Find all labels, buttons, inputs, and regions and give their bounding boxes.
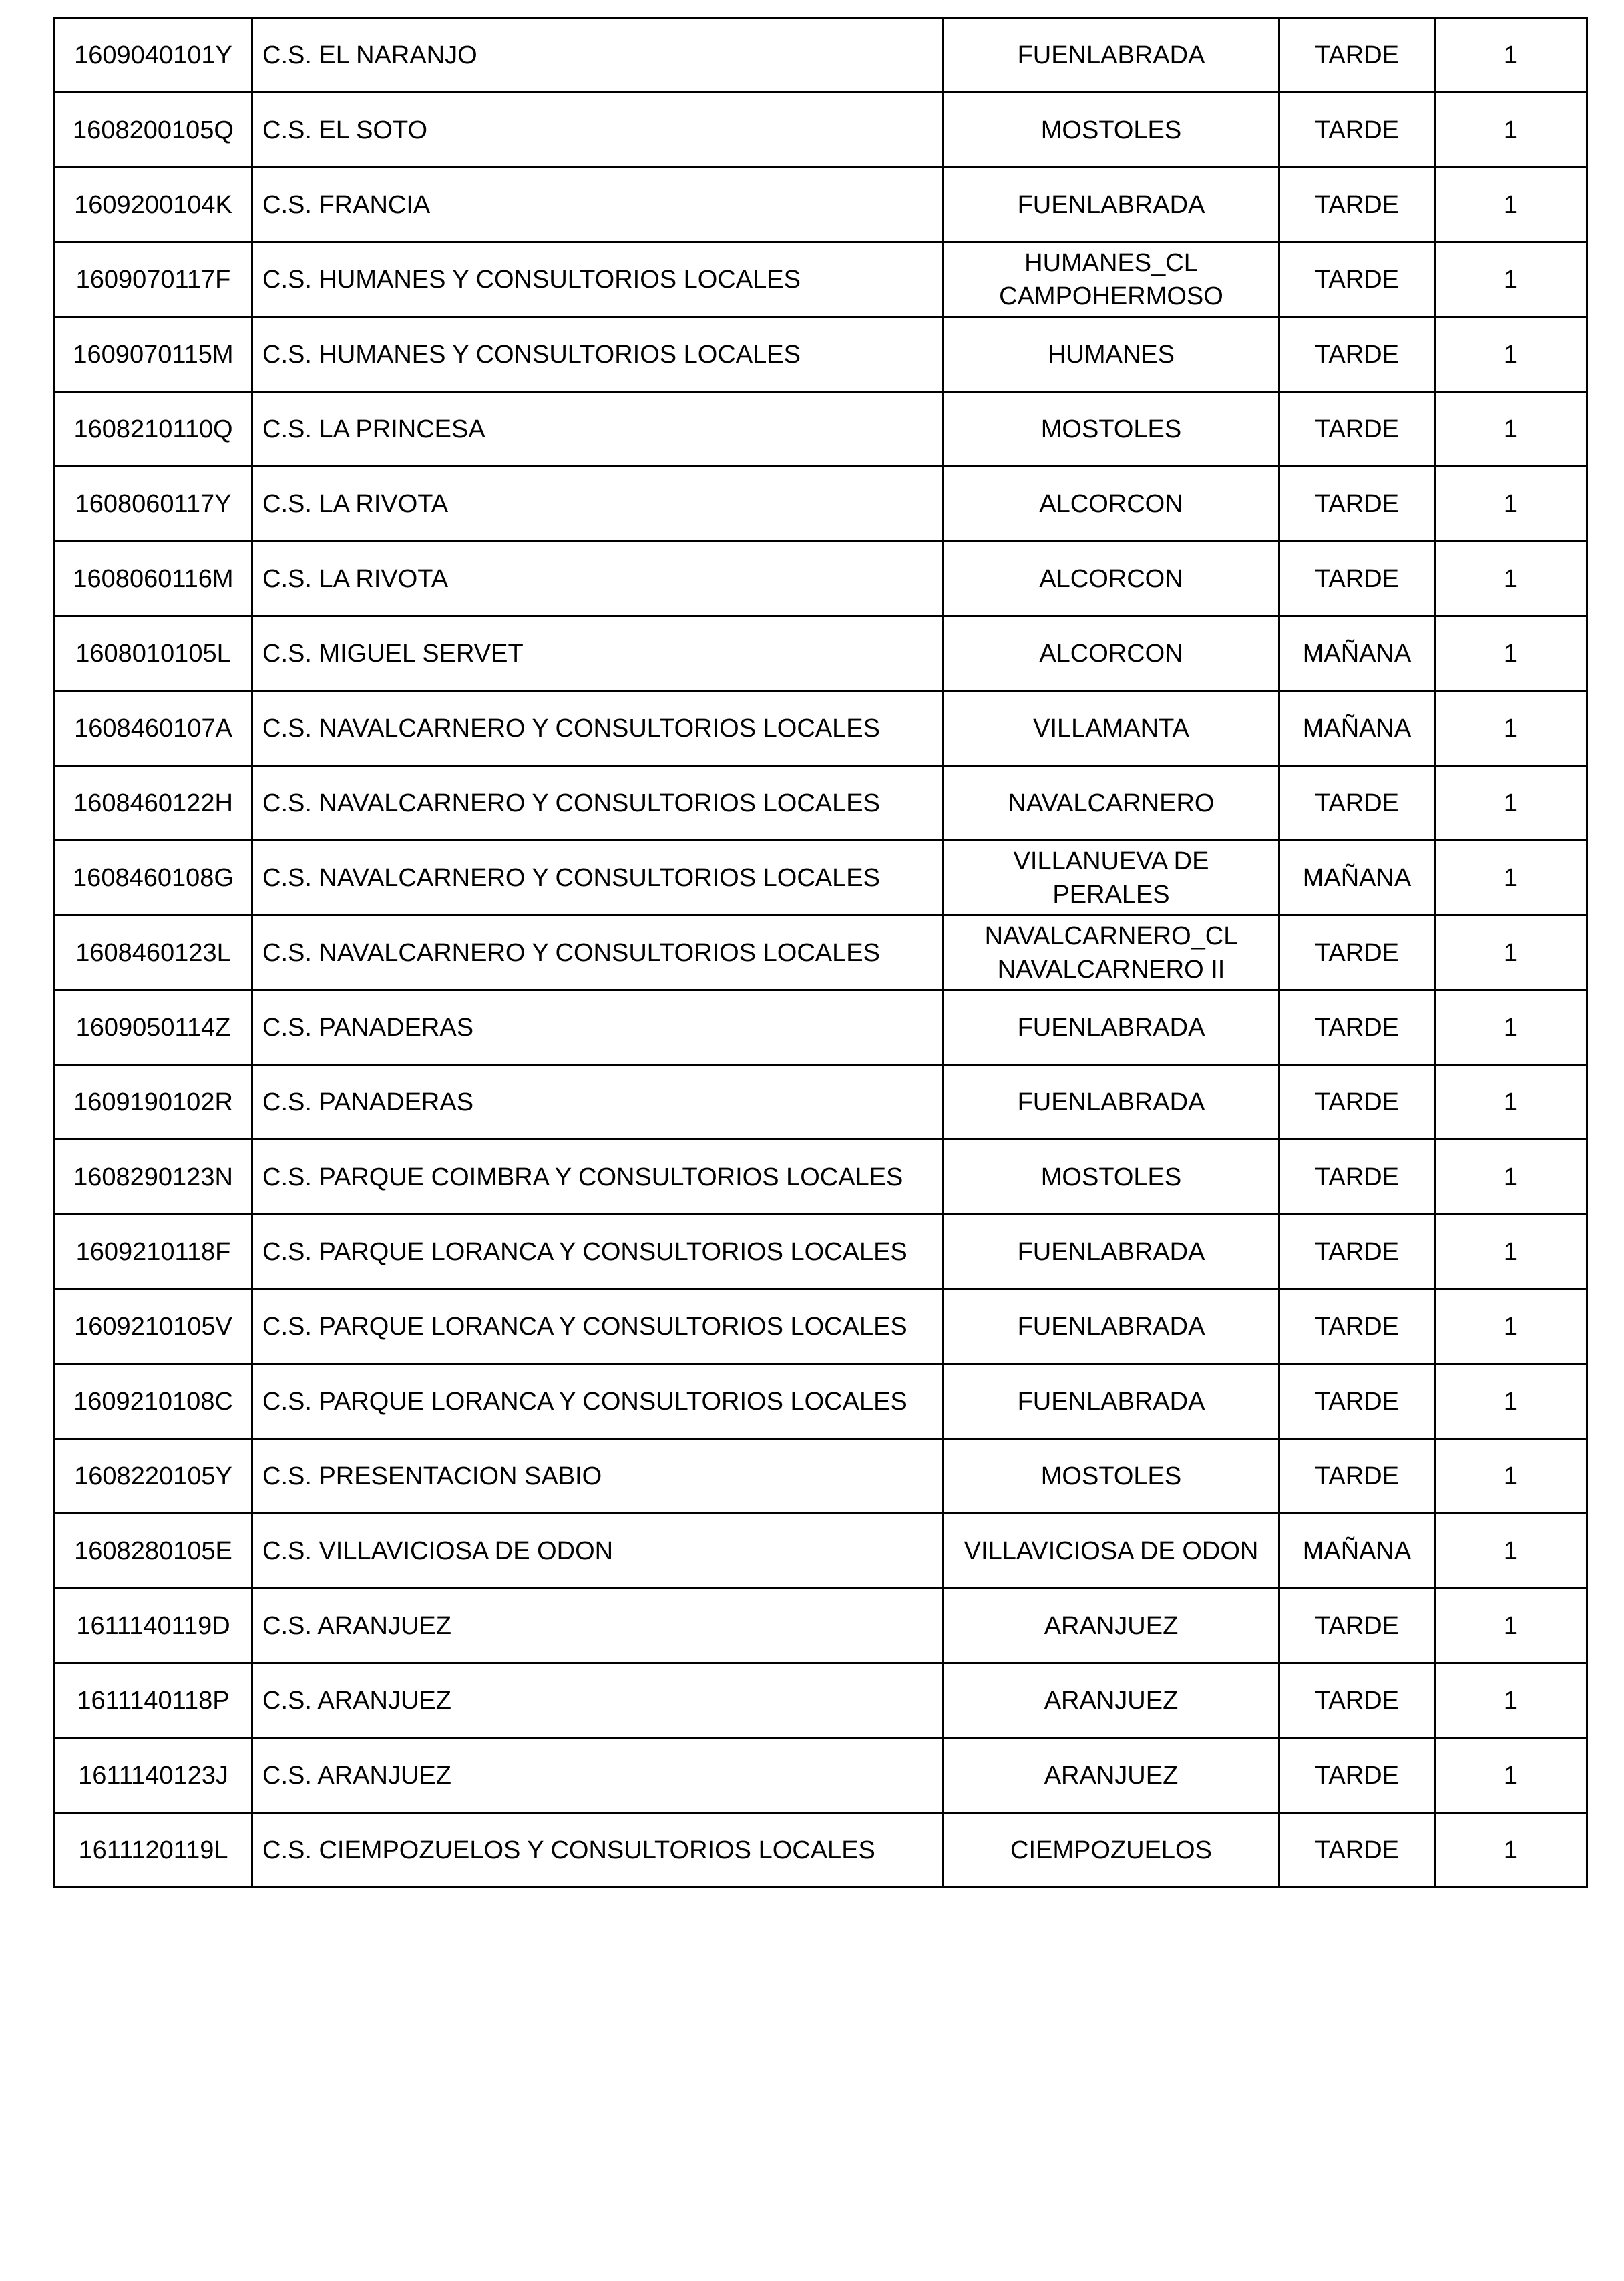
cell-location: FUENLABRADA	[944, 1065, 1279, 1140]
cell-shift: TARDE	[1279, 168, 1435, 242]
cell-shift: TARDE	[1279, 542, 1435, 616]
cell-location: VILLAMANTA	[944, 691, 1279, 766]
cell-shift: TARDE	[1279, 317, 1435, 392]
cell-health-center: C.S. PARQUE LORANCA Y CONSULTORIOS LOCALES	[252, 1289, 944, 1364]
cell-location: ALCORCON	[944, 542, 1279, 616]
cell-count: 1	[1435, 93, 1587, 168]
cell-count: 1	[1435, 1663, 1587, 1738]
cell-shift: TARDE	[1279, 242, 1435, 317]
cell-health-center: C.S. LA RIVOTA	[252, 542, 944, 616]
cell-location: ALCORCON	[944, 616, 1279, 691]
cell-location: ARANJUEZ	[944, 1589, 1279, 1663]
cell-location: MOSTOLES	[944, 1439, 1279, 1514]
cell-location: CIEMPOZUELOS	[944, 1813, 1279, 1888]
cell-count: 1	[1435, 1364, 1587, 1439]
cell-count: 1	[1435, 691, 1587, 766]
cell-shift: TARDE	[1279, 18, 1435, 93]
cell-shift: TARDE	[1279, 1813, 1435, 1888]
cell-code: 1611120119L	[55, 1813, 252, 1888]
table-row	[55, 616, 1587, 691]
cell-location: ARANJUEZ	[944, 1738, 1279, 1813]
cell-health-center: C.S. PRESENTACION SABIO	[252, 1439, 944, 1514]
cell-location: FUENLABRADA	[944, 168, 1279, 242]
cell-health-center: C.S. MIGUEL SERVET	[252, 616, 944, 691]
cell-shift: TARDE	[1279, 766, 1435, 841]
cell-location: HUMANES	[944, 317, 1279, 392]
cell-shift: MAÑANA	[1279, 841, 1435, 915]
cell-shift: MAÑANA	[1279, 1514, 1435, 1589]
cell-location: FUENLABRADA	[944, 990, 1279, 1065]
table-row	[55, 1813, 1587, 1888]
cell-code: 1608290123N	[55, 1140, 252, 1215]
cell-location: ALCORCON	[944, 467, 1279, 542]
table-row	[55, 1439, 1587, 1514]
positions-table	[53, 17, 1588, 1888]
cell-count: 1	[1435, 392, 1587, 467]
table-body	[55, 18, 1587, 1888]
cell-shift: TARDE	[1279, 1738, 1435, 1813]
cell-count: 1	[1435, 542, 1587, 616]
cell-code: 1608200105Q	[55, 93, 252, 168]
cell-health-center: C.S. PANADERAS	[252, 990, 944, 1065]
table-row	[55, 1514, 1587, 1589]
table-row	[55, 242, 1587, 317]
cell-location: VILLANUEVA DE PERALES	[944, 841, 1279, 915]
cell-health-center: C.S. CIEMPOZUELOS Y CONSULTORIOS LOCALES	[252, 1813, 944, 1888]
cell-code: 1608460108G	[55, 841, 252, 915]
cell-code: 1609200104K	[55, 168, 252, 242]
cell-health-center: C.S. FRANCIA	[252, 168, 944, 242]
cell-shift: TARDE	[1279, 990, 1435, 1065]
cell-code: 1609190102R	[55, 1065, 252, 1140]
cell-shift: TARDE	[1279, 1215, 1435, 1289]
cell-shift: TARDE	[1279, 392, 1435, 467]
table-row	[55, 467, 1587, 542]
table-row	[55, 542, 1587, 616]
cell-code: 1608010105L	[55, 616, 252, 691]
cell-count: 1	[1435, 841, 1587, 915]
cell-shift: MAÑANA	[1279, 691, 1435, 766]
cell-count: 1	[1435, 242, 1587, 317]
cell-location: VILLAVICIOSA DE ODON	[944, 1514, 1279, 1589]
cell-location: NAVALCARNERO	[944, 766, 1279, 841]
table-row	[55, 915, 1587, 990]
table-row	[55, 392, 1587, 467]
table-row	[55, 1663, 1587, 1738]
cell-shift: TARDE	[1279, 1663, 1435, 1738]
cell-code: 1609210105V	[55, 1289, 252, 1364]
cell-shift: MAÑANA	[1279, 616, 1435, 691]
cell-code: 1609210108C	[55, 1364, 252, 1439]
cell-location: NAVALCARNERO_CL NAVALCARNERO II	[944, 915, 1279, 990]
cell-code: 1611140119D	[55, 1589, 252, 1663]
cell-shift: TARDE	[1279, 1364, 1435, 1439]
cell-location: FUENLABRADA	[944, 1289, 1279, 1364]
cell-code: 1608280105E	[55, 1514, 252, 1589]
cell-code: 1608460122H	[55, 766, 252, 841]
cell-health-center: C.S. NAVALCARNERO Y CONSULTORIOS LOCALES	[252, 915, 944, 990]
table-row	[55, 691, 1587, 766]
cell-code: 1608210110Q	[55, 392, 252, 467]
cell-location: FUENLABRADA	[944, 18, 1279, 93]
table-row	[55, 1215, 1587, 1289]
table-row	[55, 317, 1587, 392]
cell-count: 1	[1435, 1065, 1587, 1140]
table-row	[55, 1589, 1587, 1663]
table-row	[55, 168, 1587, 242]
cell-location: MOSTOLES	[944, 93, 1279, 168]
cell-code: 1608460123L	[55, 915, 252, 990]
cell-health-center: C.S. EL SOTO	[252, 93, 944, 168]
table-row	[55, 1364, 1587, 1439]
cell-count: 1	[1435, 1589, 1587, 1663]
cell-health-center: C.S. NAVALCARNERO Y CONSULTORIOS LOCALES	[252, 841, 944, 915]
cell-shift: TARDE	[1279, 1065, 1435, 1140]
cell-health-center: C.S. HUMANES Y CONSULTORIOS LOCALES	[252, 242, 944, 317]
cell-code: 1608060117Y	[55, 467, 252, 542]
cell-count: 1	[1435, 317, 1587, 392]
cell-location: HUMANES_CL CAMPOHERMOSO	[944, 242, 1279, 317]
cell-health-center: C.S. PARQUE COIMBRA Y CONSULTORIOS LOCALES	[252, 1140, 944, 1215]
cell-code: 1608060116M	[55, 542, 252, 616]
table-row	[55, 1140, 1587, 1215]
table-row	[55, 990, 1587, 1065]
cell-code: 1609040101Y	[55, 18, 252, 93]
table-row	[55, 18, 1587, 93]
cell-count: 1	[1435, 168, 1587, 242]
cell-shift: TARDE	[1279, 1289, 1435, 1364]
cell-code: 1609050114Z	[55, 990, 252, 1065]
cell-health-center: C.S. LA PRINCESA	[252, 392, 944, 467]
cell-health-center: C.S. ARANJUEZ	[252, 1663, 944, 1738]
table-row	[55, 1738, 1587, 1813]
cell-count: 1	[1435, 18, 1587, 93]
cell-shift: TARDE	[1279, 93, 1435, 168]
cell-shift: TARDE	[1279, 1439, 1435, 1514]
cell-shift: TARDE	[1279, 1589, 1435, 1663]
table-row	[55, 1065, 1587, 1140]
cell-code: 1609210118F	[55, 1215, 252, 1289]
table-row	[55, 93, 1587, 168]
cell-count: 1	[1435, 1439, 1587, 1514]
cell-shift: TARDE	[1279, 915, 1435, 990]
table-row	[55, 766, 1587, 841]
table-row	[55, 841, 1587, 915]
cell-health-center: C.S. NAVALCARNERO Y CONSULTORIOS LOCALES	[252, 766, 944, 841]
cell-count: 1	[1435, 990, 1587, 1065]
cell-health-center: C.S. VILLAVICIOSA DE ODON	[252, 1514, 944, 1589]
cell-health-center: C.S. LA RIVOTA	[252, 467, 944, 542]
cell-location: ARANJUEZ	[944, 1663, 1279, 1738]
cell-health-center: C.S. ARANJUEZ	[252, 1589, 944, 1663]
cell-code: 1608460107A	[55, 691, 252, 766]
cell-health-center: C.S. ARANJUEZ	[252, 1738, 944, 1813]
cell-location: FUENLABRADA	[944, 1215, 1279, 1289]
cell-code: 1608220105Y	[55, 1439, 252, 1514]
cell-count: 1	[1435, 1215, 1587, 1289]
cell-health-center: C.S. PARQUE LORANCA Y CONSULTORIOS LOCALES	[252, 1364, 944, 1439]
cell-code: 1609070117F	[55, 242, 252, 317]
cell-count: 1	[1435, 915, 1587, 990]
cell-count: 1	[1435, 1813, 1587, 1888]
cell-health-center: C.S. HUMANES Y CONSULTORIOS LOCALES	[252, 317, 944, 392]
cell-count: 1	[1435, 1738, 1587, 1813]
cell-code: 1611140118P	[55, 1663, 252, 1738]
cell-count: 1	[1435, 1289, 1587, 1364]
cell-shift: TARDE	[1279, 467, 1435, 542]
table-row	[55, 1289, 1587, 1364]
cell-health-center: C.S. EL NARANJO	[252, 18, 944, 93]
cell-location: FUENLABRADA	[944, 1364, 1279, 1439]
cell-code: 1611140123J	[55, 1738, 252, 1813]
cell-health-center: C.S. PARQUE LORANCA Y CONSULTORIOS LOCALES	[252, 1215, 944, 1289]
cell-count: 1	[1435, 766, 1587, 841]
cell-shift: TARDE	[1279, 1140, 1435, 1215]
cell-count: 1	[1435, 616, 1587, 691]
cell-health-center: C.S. PANADERAS	[252, 1065, 944, 1140]
cell-location: MOSTOLES	[944, 392, 1279, 467]
cell-count: 1	[1435, 467, 1587, 542]
cell-health-center: C.S. NAVALCARNERO Y CONSULTORIOS LOCALES	[252, 691, 944, 766]
cell-count: 1	[1435, 1140, 1587, 1215]
cell-count: 1	[1435, 1514, 1587, 1589]
cell-code: 1609070115M	[55, 317, 252, 392]
cell-location: MOSTOLES	[944, 1140, 1279, 1215]
